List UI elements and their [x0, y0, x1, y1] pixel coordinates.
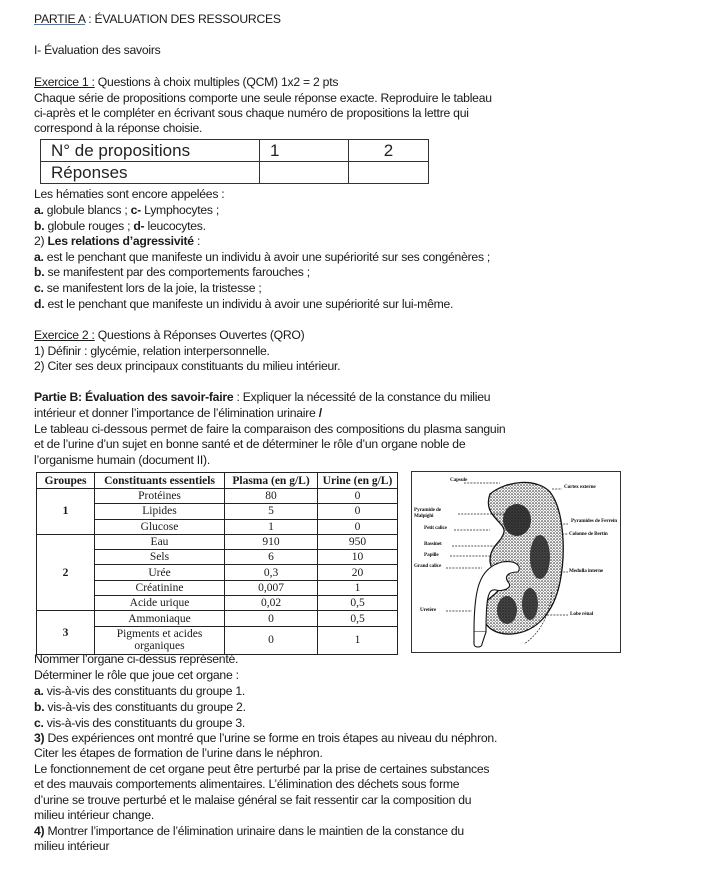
table-row [41, 140, 429, 162]
plasma-cell: 0 [225, 611, 318, 626]
label-bassinet: Bassinet [424, 541, 442, 547]
kidney-cortex-shape [482, 482, 563, 634]
table-row [37, 489, 398, 504]
table-cell: 2 [349, 140, 429, 162]
urine-cell: 0,5 [318, 611, 398, 626]
part-b-context: l’organisme humain (document II). [34, 453, 210, 467]
constituent-cell: Acide urique [95, 596, 225, 611]
label-pyramide-malpighi: Pyramide de Malpighi [414, 507, 441, 519]
exercise1-instructions: correspond à la réponse choisie. [34, 121, 203, 135]
kidney-diagram [411, 471, 621, 653]
part-b-context2: Le fonctionnement de cet organe peut être perturbé par la prise de certaines substances [34, 762, 490, 776]
constituent-cell: Pigments et acides organiques [95, 626, 225, 654]
plasma-cell: 910 [225, 534, 318, 549]
part-b-question-4-line2: milieu intérieur [34, 839, 110, 853]
group-cell: 2 [37, 534, 95, 610]
exercise2-q2: 2) Citer ses deux principaux constituants du milieu intérieur. [34, 359, 341, 373]
plasma-cell: 0,3 [225, 565, 318, 580]
constituent-cell: Créatinine [95, 580, 225, 595]
part-b-question-2: Déterminer le rôle que joue cet organe : [34, 668, 239, 682]
q2-option-c: c. se manifestent lors de la joie, la tristesse ; [34, 281, 262, 295]
q2-stem: 2) Les relations d’agressivité : [34, 234, 201, 248]
label-capsule: Capsule [450, 477, 468, 483]
part-b-q2-option-b: b. vis-à-vis des constituants du groupe 2. [34, 700, 246, 714]
table-cell: N° de propositions [41, 140, 260, 162]
constituent-cell: Lipides [95, 504, 225, 519]
plasma-cell: 0,007 [225, 580, 318, 595]
urine-cell: 20 [318, 565, 398, 580]
part-b-question-3: 3) Des expériences ont montré que l’urine se forme en trois étapes au niveau du néphron. [34, 731, 498, 745]
label-pyramides-ferrein: Pyramides de Ferrein [570, 518, 618, 524]
part-b-q2-option-c: c. vis-à-vis des constituants du groupe 3. [34, 716, 246, 730]
pyramid-shape [503, 504, 531, 536]
exercise1-instructions: ci-après et le compléter en écrivant sous chaque numéro de propositions la lettre qui [34, 106, 469, 120]
plasma-cell: 0 [225, 626, 318, 654]
kidney-illustration [412, 472, 620, 652]
constituent-cell: Sels [95, 550, 225, 565]
label-uretere: Uretère [420, 607, 437, 613]
constituent-cell: Glucose [95, 519, 225, 534]
group-cell: 1 [37, 489, 95, 535]
exercise2-title: Exercice 2 : Questions à Réponses Ouvertes (QRO) [34, 328, 305, 342]
exercise1-instructions: Chaque série de propositions comporte une seule réponse exacte. Reproduire le tableau [34, 91, 492, 105]
label-lobe: Lobe rénal [570, 611, 594, 617]
column-header: Groupes [37, 473, 95, 489]
pyramid-shape [530, 535, 550, 579]
part-a-heading: PARTIE A : ÉVALUATION DES RESSOURCES [34, 12, 281, 26]
column-header: Constituants essentiels [95, 473, 225, 489]
group-cell: 3 [37, 611, 95, 654]
part-b-context2: milieu intérieur change. [34, 808, 155, 822]
section-heading: I- Évaluation des savoirs [34, 43, 161, 57]
exercise2-q1: 1) Définir : glycémie, relation interpersonnelle. [34, 344, 270, 358]
label-petit-calice: Petit calice [424, 525, 447, 531]
table-header-row [37, 473, 398, 489]
urine-cell: 0 [318, 489, 398, 504]
answer-cell-1 [260, 162, 349, 184]
plasma-cell: 1 [225, 519, 318, 534]
q1-options-ac: a. globule blancs ; c- Lymphocytes ; [34, 203, 219, 217]
answer-cell-2 [349, 162, 429, 184]
part-b-question-3-line2: Citer les étapes de formation de l’urine dans le néphron. [34, 746, 323, 760]
part-b-question-4: 4) Montrer l’importance de l’élimination urinaire dans le maintien de la constance du [34, 824, 464, 838]
label-grand-calice: Grand calice [414, 563, 442, 569]
part-b-intro: Partie B: Évaluation des savoir-faire : Expliquer la nécessité de la constance du milieu [34, 390, 491, 404]
q1-options-bd: b. globule rouges ; d- leucocytes. [34, 219, 206, 233]
urine-cell: 1 [318, 626, 398, 654]
plasma-cell: 0,02 [225, 596, 318, 611]
constituent-cell: Ammoniaque [95, 611, 225, 626]
table-cell: 1 [260, 140, 349, 162]
part-b-intro-line2: intérieur et donner l’importance de l’élimination urinaire / [34, 406, 322, 420]
table-row [37, 611, 398, 626]
part-b-context: et de l’urine d’un sujet en bonne santé et de déterminer le rôle d’un organe noble de [34, 437, 466, 451]
constituent-cell: Protéines [95, 489, 225, 504]
part-b-context2: d’urine se trouve perturbé et le malaise général se fait ressentir car la composition du [34, 793, 472, 807]
urine-cell: 0 [318, 504, 398, 519]
q2-option-b: b. se manifestent par des comportements farouches ; [34, 265, 310, 279]
urine-cell: 10 [318, 550, 398, 565]
plasma-cell: 5 [225, 504, 318, 519]
label-colonne-bertin: Colonne de Bertin [569, 531, 608, 537]
label-cortex: Cortex externe [564, 484, 596, 490]
part-b-q2-option-a: a. vis-à-vis des constituants du groupe 1. [34, 684, 246, 698]
pyramid-shape [522, 588, 538, 620]
label-medulla: Medulla interne [569, 568, 604, 574]
plasma-cell: 80 [225, 489, 318, 504]
constituent-cell: Urée [95, 565, 225, 580]
table-row [37, 534, 398, 549]
plasma-cell: 6 [225, 550, 318, 565]
constituent-cell: Eau [95, 534, 225, 549]
urine-cell: 0,5 [318, 596, 398, 611]
q2-option-d: d. est le penchant que manifeste un individu à avoir une supériorité sur lui-même. [34, 297, 454, 311]
column-header: Plasma (en g/L) [225, 473, 318, 489]
exercise1-title: Exercice 1 : Questions à choix multiples (QCM) 1x2 = 2 pts [34, 75, 339, 89]
table-cell: Réponses [41, 162, 260, 184]
part-b-context: Le tableau ci-dessous permet de faire la comparaison des compositions du plasma sanguin [34, 422, 506, 436]
pyramid-shape [497, 596, 517, 624]
qcm-answer-table [40, 139, 429, 184]
column-header: Urine (en g/L) [318, 473, 398, 489]
urine-cell: 0 [318, 519, 398, 534]
part-b-context2: et des mauvais comportements alimentaires. L’élimination des déchets sous forme [34, 777, 460, 791]
urine-cell: 1 [318, 580, 398, 595]
plasma-urine-table [36, 472, 398, 655]
q2-option-a: a. est le penchant que manifeste un individu à avoir une supériorité sur ses congénères ; [34, 250, 491, 264]
part-b-question-1: Nommer l’organe ci-dessus représenté. [34, 652, 239, 666]
label-papille: Papille [424, 552, 439, 558]
ureter-shape [474, 632, 486, 647]
q1-stem: Les hématies sont encore appelées : [34, 187, 225, 201]
table-row [41, 162, 429, 184]
urine-cell: 950 [318, 534, 398, 549]
